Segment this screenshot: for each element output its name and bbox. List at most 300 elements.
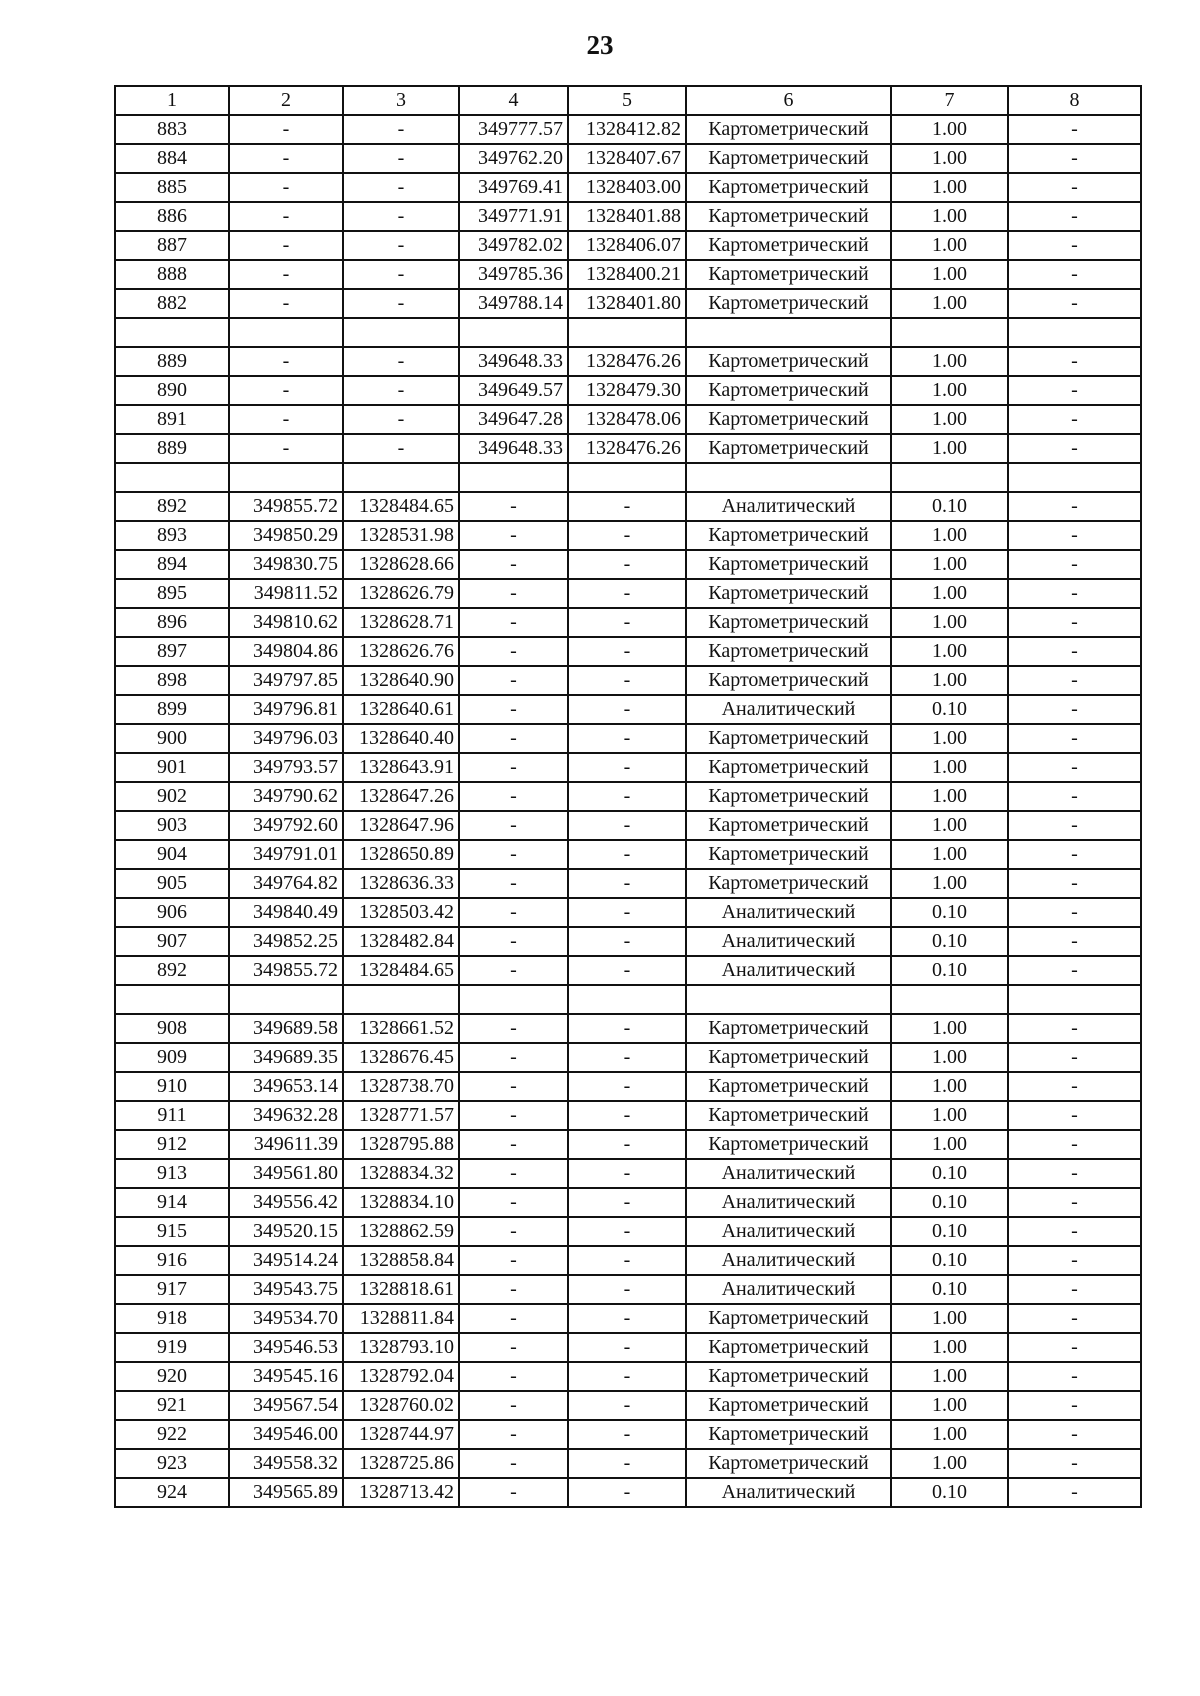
coord-y-existing-cell: 1328640.40 [343, 724, 459, 753]
coord-x-cell: 349648.33 [459, 347, 568, 376]
coord-x-existing-cell: 349558.32 [229, 1449, 343, 1478]
coord-x-cell: - [459, 724, 568, 753]
coord-x-cell: 349785.36 [459, 260, 568, 289]
coord-x-cell: - [459, 1246, 568, 1275]
coord-x-existing-cell [229, 985, 343, 1014]
coord-x-cell: - [459, 1449, 568, 1478]
coordinates-table [114, 85, 1142, 1508]
point-number-cell: 922 [115, 1420, 229, 1449]
coord-x-existing-cell: 349840.49 [229, 898, 343, 927]
description-cell: - [1008, 666, 1141, 695]
table-row [115, 840, 1141, 869]
accuracy-cell: 1.00 [891, 1362, 1008, 1391]
point-number-cell: 923 [115, 1449, 229, 1478]
coord-x-existing-cell: - [229, 202, 343, 231]
point-number-cell: 888 [115, 260, 229, 289]
coord-y-cell: - [568, 840, 686, 869]
table-row [115, 1362, 1141, 1391]
method-cell: Картометрический [686, 1014, 891, 1043]
point-number-cell: 898 [115, 666, 229, 695]
coord-y-existing-cell: 1328643.91 [343, 753, 459, 782]
method-cell: Аналитический [686, 1188, 891, 1217]
accuracy-cell: 1.00 [891, 579, 1008, 608]
table-row [115, 1333, 1141, 1362]
description-cell: - [1008, 1478, 1141, 1507]
method-cell: Аналитический [686, 1275, 891, 1304]
point-number-cell: 887 [115, 231, 229, 260]
table-row [115, 144, 1141, 173]
coord-y-existing-cell: 1328484.65 [343, 492, 459, 521]
coord-x-cell: 349649.57 [459, 376, 568, 405]
description-cell: - [1008, 1014, 1141, 1043]
coord-y-cell: - [568, 782, 686, 811]
coord-x-existing-cell: - [229, 434, 343, 463]
coord-y-cell: - [568, 608, 686, 637]
method-cell: Картометрический [686, 1333, 891, 1362]
accuracy-cell: 1.00 [891, 1449, 1008, 1478]
point-number-cell: 915 [115, 1217, 229, 1246]
table-row [115, 260, 1141, 289]
coord-x-existing-cell: - [229, 405, 343, 434]
coord-x-existing-cell: 349764.82 [229, 869, 343, 898]
table-row [115, 579, 1141, 608]
coord-y-cell: - [568, 1217, 686, 1246]
coord-y-cell [568, 463, 686, 492]
description-cell: - [1008, 1043, 1141, 1072]
method-cell: Аналитический [686, 927, 891, 956]
method-cell: Картометрический [686, 1362, 891, 1391]
coord-y-existing-cell: 1328626.79 [343, 579, 459, 608]
coord-y-existing-cell: - [343, 376, 459, 405]
description-cell: - [1008, 869, 1141, 898]
method-cell: Картометрический [686, 173, 891, 202]
coord-x-existing-cell: 349534.70 [229, 1304, 343, 1333]
table-row [115, 1072, 1141, 1101]
coord-y-cell: 1328407.67 [568, 144, 686, 173]
coord-y-cell: - [568, 869, 686, 898]
point-number-cell: 895 [115, 579, 229, 608]
coord-y-existing-cell: 1328713.42 [343, 1478, 459, 1507]
coord-x-cell: - [459, 869, 568, 898]
coord-x-existing-cell: - [229, 231, 343, 260]
accuracy-cell: 1.00 [891, 1420, 1008, 1449]
coord-y-cell [568, 985, 686, 1014]
method-cell: Картометрический [686, 260, 891, 289]
coord-y-cell: 1328401.80 [568, 289, 686, 318]
coord-y-existing-cell: - [343, 202, 459, 231]
accuracy-cell: 1.00 [891, 347, 1008, 376]
accuracy-cell: 0.10 [891, 1478, 1008, 1507]
coord-y-cell: 1328400.21 [568, 260, 686, 289]
coord-y-existing-cell: 1328661.52 [343, 1014, 459, 1043]
description-cell: - [1008, 608, 1141, 637]
table-row [115, 1449, 1141, 1478]
accuracy-cell: 0.10 [891, 898, 1008, 927]
coord-x-existing-cell [229, 318, 343, 347]
coord-y-existing-cell: - [343, 289, 459, 318]
coord-y-existing-cell: 1328482.84 [343, 927, 459, 956]
coord-x-cell: - [459, 753, 568, 782]
table-row [115, 1101, 1141, 1130]
table-row [115, 724, 1141, 753]
coord-y-existing-cell: - [343, 260, 459, 289]
coord-x-existing-cell: 349520.15 [229, 1217, 343, 1246]
coord-x-existing-cell: 349556.42 [229, 1188, 343, 1217]
coord-x-existing-cell: 349653.14 [229, 1072, 343, 1101]
method-cell: Картометрический [686, 1391, 891, 1420]
coord-x-cell: - [459, 695, 568, 724]
coord-y-cell: - [568, 1159, 686, 1188]
accuracy-cell: 1.00 [891, 1043, 1008, 1072]
table-row [115, 782, 1141, 811]
description-cell: - [1008, 434, 1141, 463]
description-cell: - [1008, 927, 1141, 956]
accuracy-cell: 1.00 [891, 550, 1008, 579]
accuracy-cell: 1.00 [891, 144, 1008, 173]
table-row [115, 666, 1141, 695]
table-separator-row [115, 985, 1141, 1014]
table-row [115, 1420, 1141, 1449]
coord-x-existing-cell: 349567.54 [229, 1391, 343, 1420]
method-cell: Картометрический [686, 144, 891, 173]
table-row [115, 1217, 1141, 1246]
point-number-cell: 889 [115, 347, 229, 376]
point-number-cell: 901 [115, 753, 229, 782]
coord-x-cell: - [459, 666, 568, 695]
coord-x-existing-cell: 349689.58 [229, 1014, 343, 1043]
point-number-cell: 883 [115, 115, 229, 144]
description-cell: - [1008, 144, 1141, 173]
description-cell: - [1008, 579, 1141, 608]
coord-y-cell: 1328476.26 [568, 347, 686, 376]
coord-y-cell [568, 318, 686, 347]
accuracy-cell: 1.00 [891, 202, 1008, 231]
accuracy-cell: 1.00 [891, 1391, 1008, 1420]
method-cell: Картометрический [686, 1449, 891, 1478]
method-cell: Картометрический [686, 115, 891, 144]
coord-y-existing-cell: 1328484.65 [343, 956, 459, 985]
description-cell [1008, 463, 1141, 492]
coord-x-existing-cell: 349797.85 [229, 666, 343, 695]
method-cell: Картометрический [686, 289, 891, 318]
coord-x-existing-cell: - [229, 144, 343, 173]
coord-x-cell: 349777.57 [459, 115, 568, 144]
table-row [115, 695, 1141, 724]
description-cell: - [1008, 1159, 1141, 1188]
description-cell: - [1008, 115, 1141, 144]
column-header: 6 [686, 86, 891, 115]
description-cell: - [1008, 1391, 1141, 1420]
table-row [115, 1246, 1141, 1275]
point-number-cell: 913 [115, 1159, 229, 1188]
coord-x-existing-cell: 349792.60 [229, 811, 343, 840]
coord-x-existing-cell: - [229, 289, 343, 318]
column-header: 7 [891, 86, 1008, 115]
coord-y-existing-cell: 1328760.02 [343, 1391, 459, 1420]
method-cell: Картометрический [686, 405, 891, 434]
coord-y-cell: 1328478.06 [568, 405, 686, 434]
coord-x-cell: 349769.41 [459, 173, 568, 202]
table-row [115, 898, 1141, 927]
method-cell: Картометрический [686, 608, 891, 637]
table-row [115, 753, 1141, 782]
accuracy-cell: 1.00 [891, 1072, 1008, 1101]
coord-y-existing-cell: 1328531.98 [343, 521, 459, 550]
accuracy-cell: 1.00 [891, 811, 1008, 840]
coord-x-existing-cell: 349804.86 [229, 637, 343, 666]
method-cell [686, 463, 891, 492]
table-separator-row [115, 318, 1141, 347]
coord-y-cell: - [568, 1043, 686, 1072]
accuracy-cell: 1.00 [891, 405, 1008, 434]
coord-y-cell: 1328401.88 [568, 202, 686, 231]
coord-x-cell: - [459, 1072, 568, 1101]
description-cell: - [1008, 550, 1141, 579]
point-number-cell: 900 [115, 724, 229, 753]
coord-x-cell: 349782.02 [459, 231, 568, 260]
coord-y-cell: 1328403.00 [568, 173, 686, 202]
coord-y-cell: - [568, 1478, 686, 1507]
coord-x-cell: - [459, 1333, 568, 1362]
coord-x-cell: 349647.28 [459, 405, 568, 434]
coord-y-cell: - [568, 1304, 686, 1333]
coord-x-cell: - [459, 1188, 568, 1217]
coord-y-cell: - [568, 1014, 686, 1043]
coord-x-cell: - [459, 521, 568, 550]
coord-x-cell: - [459, 550, 568, 579]
description-cell: - [1008, 231, 1141, 260]
coord-y-cell: - [568, 637, 686, 666]
coord-x-existing-cell: 349545.16 [229, 1362, 343, 1391]
accuracy-cell: 1.00 [891, 869, 1008, 898]
description-cell: - [1008, 173, 1141, 202]
coord-x-existing-cell: 349561.80 [229, 1159, 343, 1188]
coord-x-cell: - [459, 1014, 568, 1043]
table-row [115, 1014, 1141, 1043]
column-header: 8 [1008, 86, 1141, 115]
coord-y-existing-cell: 1328862.59 [343, 1217, 459, 1246]
coord-x-existing-cell: 349811.52 [229, 579, 343, 608]
method-cell: Картометрический [686, 869, 891, 898]
coord-y-existing-cell: 1328811.84 [343, 1304, 459, 1333]
coord-x-existing-cell: - [229, 376, 343, 405]
description-cell: - [1008, 1072, 1141, 1101]
point-number-cell: 908 [115, 1014, 229, 1043]
accuracy-cell: 0.10 [891, 1159, 1008, 1188]
accuracy-cell: 1.00 [891, 753, 1008, 782]
accuracy-cell: 0.10 [891, 695, 1008, 724]
accuracy-cell: 1.00 [891, 608, 1008, 637]
coord-y-cell: 1328412.82 [568, 115, 686, 144]
method-cell: Аналитический [686, 898, 891, 927]
column-header: 2 [229, 86, 343, 115]
coord-x-cell: - [459, 1478, 568, 1507]
coord-x-cell: - [459, 1101, 568, 1130]
table-header-row [115, 86, 1141, 115]
method-cell: Картометрический [686, 1130, 891, 1159]
coord-x-cell: - [459, 492, 568, 521]
accuracy-cell: 1.00 [891, 724, 1008, 753]
coord-y-cell: - [568, 956, 686, 985]
table-row [115, 956, 1141, 985]
coord-y-existing-cell: - [343, 231, 459, 260]
method-cell: Аналитический [686, 695, 891, 724]
accuracy-cell: 1.00 [891, 289, 1008, 318]
table-row [115, 1159, 1141, 1188]
description-cell: - [1008, 1362, 1141, 1391]
description-cell: - [1008, 492, 1141, 521]
coord-y-existing-cell [343, 318, 459, 347]
table-row [115, 231, 1141, 260]
coord-x-cell: - [459, 811, 568, 840]
coord-y-existing-cell: 1328795.88 [343, 1130, 459, 1159]
coord-y-cell: 1328479.30 [568, 376, 686, 405]
accuracy-cell: 0.10 [891, 1217, 1008, 1246]
point-number-cell: 902 [115, 782, 229, 811]
point-number-cell: 907 [115, 927, 229, 956]
coord-y-existing-cell: 1328858.84 [343, 1246, 459, 1275]
accuracy-cell: 1.00 [891, 1333, 1008, 1362]
coord-y-cell: - [568, 695, 686, 724]
coord-y-existing-cell: 1328676.45 [343, 1043, 459, 1072]
table-row [115, 405, 1141, 434]
accuracy-cell [891, 463, 1008, 492]
method-cell: Картометрический [686, 753, 891, 782]
description-cell: - [1008, 202, 1141, 231]
coord-x-cell: - [459, 579, 568, 608]
coord-x-cell: - [459, 1304, 568, 1333]
coord-x-existing-cell: 349546.53 [229, 1333, 343, 1362]
coord-y-cell: - [568, 753, 686, 782]
point-number-cell: 899 [115, 695, 229, 724]
table-row [115, 550, 1141, 579]
coord-x-existing-cell: 349514.24 [229, 1246, 343, 1275]
column-header: 3 [343, 86, 459, 115]
coord-y-existing-cell: 1328640.61 [343, 695, 459, 724]
method-cell: Картометрический [686, 434, 891, 463]
coord-y-existing-cell: 1328793.10 [343, 1333, 459, 1362]
table-row [115, 115, 1141, 144]
point-number-cell: 909 [115, 1043, 229, 1072]
description-cell [1008, 318, 1141, 347]
coord-y-existing-cell: 1328640.90 [343, 666, 459, 695]
method-cell: Картометрический [686, 376, 891, 405]
accuracy-cell: 0.10 [891, 956, 1008, 985]
table-row [115, 1391, 1141, 1420]
coord-y-cell: - [568, 1130, 686, 1159]
table-row [115, 202, 1141, 231]
point-number-cell: 892 [115, 492, 229, 521]
coord-x-cell [459, 985, 568, 1014]
description-cell: - [1008, 898, 1141, 927]
description-cell: - [1008, 347, 1141, 376]
table-row [115, 637, 1141, 666]
coord-y-existing-cell: - [343, 434, 459, 463]
coord-x-existing-cell: - [229, 347, 343, 376]
coord-y-existing-cell: 1328834.32 [343, 1159, 459, 1188]
point-number-cell: 919 [115, 1333, 229, 1362]
coord-x-existing-cell: 349790.62 [229, 782, 343, 811]
description-cell: - [1008, 1188, 1141, 1217]
coord-x-existing-cell [229, 463, 343, 492]
coord-y-existing-cell: 1328647.26 [343, 782, 459, 811]
point-number-cell: 885 [115, 173, 229, 202]
coord-y-existing-cell: 1328650.89 [343, 840, 459, 869]
point-number-cell: 893 [115, 521, 229, 550]
table-row [115, 173, 1141, 202]
table-row [115, 1043, 1141, 1072]
description-cell: - [1008, 260, 1141, 289]
coord-y-existing-cell: 1328626.76 [343, 637, 459, 666]
coord-y-cell: 1328406.07 [568, 231, 686, 260]
point-number-cell: 906 [115, 898, 229, 927]
point-number-cell: 886 [115, 202, 229, 231]
coord-x-existing-cell: 349611.39 [229, 1130, 343, 1159]
point-number-cell: 910 [115, 1072, 229, 1101]
column-header: 4 [459, 86, 568, 115]
coord-x-cell: - [459, 1420, 568, 1449]
accuracy-cell: 1.00 [891, 637, 1008, 666]
coord-x-existing-cell: 349850.29 [229, 521, 343, 550]
coord-x-existing-cell: - [229, 260, 343, 289]
accuracy-cell: 1.00 [891, 173, 1008, 202]
accuracy-cell: 1.00 [891, 666, 1008, 695]
description-cell: - [1008, 695, 1141, 724]
accuracy-cell: 1.00 [891, 1014, 1008, 1043]
method-cell: Аналитический [686, 1246, 891, 1275]
table-row [115, 521, 1141, 550]
coord-y-existing-cell: - [343, 405, 459, 434]
coord-y-existing-cell [343, 985, 459, 1014]
accuracy-cell [891, 318, 1008, 347]
table-row [115, 1188, 1141, 1217]
point-number-cell: 921 [115, 1391, 229, 1420]
method-cell: Картометрический [686, 1304, 891, 1333]
point-number-cell [115, 985, 229, 1014]
coord-y-existing-cell: 1328818.61 [343, 1275, 459, 1304]
method-cell: Аналитический [686, 956, 891, 985]
table-separator-row [115, 463, 1141, 492]
coord-x-cell: 349648.33 [459, 434, 568, 463]
point-number-cell: 920 [115, 1362, 229, 1391]
table-row [115, 289, 1141, 318]
accuracy-cell: 1.00 [891, 260, 1008, 289]
coord-x-cell: - [459, 1217, 568, 1246]
method-cell: Аналитический [686, 1159, 891, 1188]
coord-y-cell: - [568, 724, 686, 753]
coord-y-existing-cell: 1328647.96 [343, 811, 459, 840]
accuracy-cell: 1.00 [891, 1130, 1008, 1159]
method-cell [686, 318, 891, 347]
point-number-cell: 894 [115, 550, 229, 579]
coord-y-existing-cell: 1328792.04 [343, 1362, 459, 1391]
coord-x-cell: - [459, 608, 568, 637]
method-cell: Аналитический [686, 1478, 891, 1507]
description-cell: - [1008, 1101, 1141, 1130]
coord-x-cell: - [459, 927, 568, 956]
coord-y-existing-cell: 1328628.66 [343, 550, 459, 579]
coord-y-cell: - [568, 1333, 686, 1362]
coord-y-existing-cell: 1328636.33 [343, 869, 459, 898]
table-row [115, 347, 1141, 376]
method-cell: Картометрический [686, 521, 891, 550]
coord-y-cell: - [568, 550, 686, 579]
coord-x-cell: - [459, 1391, 568, 1420]
description-cell [1008, 985, 1141, 1014]
coord-x-existing-cell: 349855.72 [229, 956, 343, 985]
coord-y-cell: - [568, 898, 686, 927]
coord-x-existing-cell: 349830.75 [229, 550, 343, 579]
